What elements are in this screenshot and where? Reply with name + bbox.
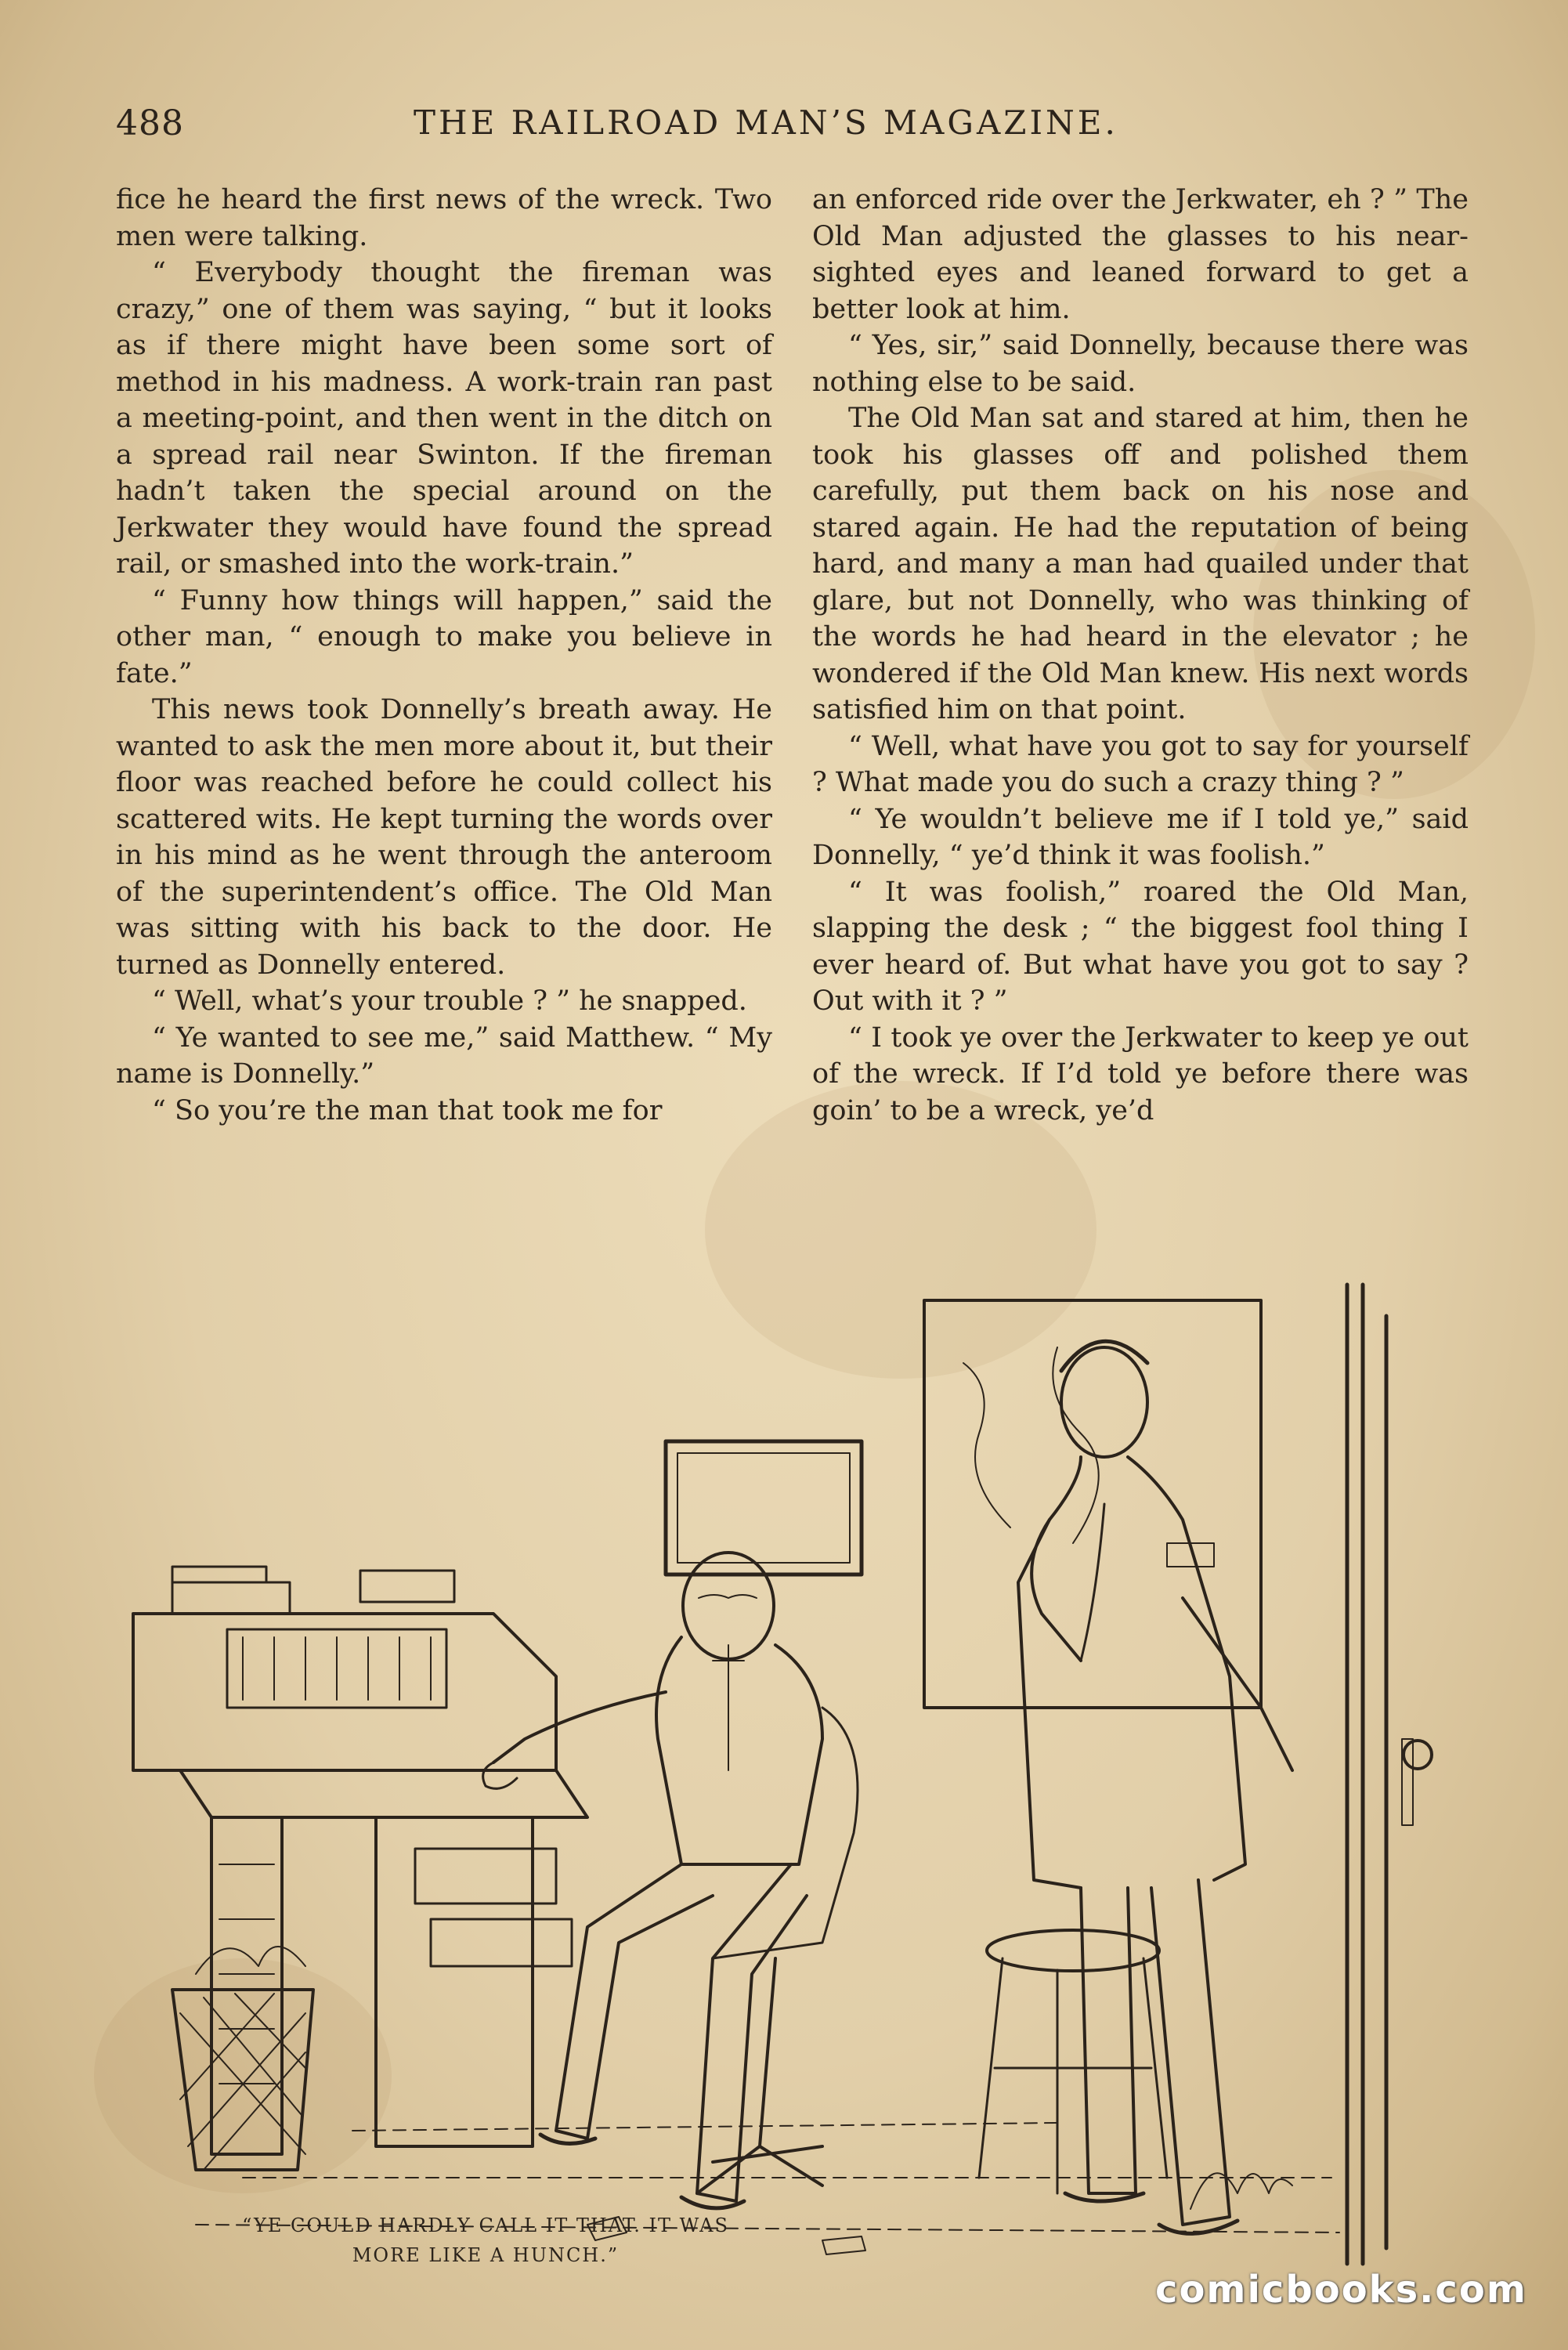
paragraph: “ Ye wanted to see me,” said Matthew. “ My name is Donnelly.” [116,1021,772,1090]
caption-line: MORE LIKE A HUNCH.” [352,2244,620,2266]
paragraph: “ Yes, sir,” said Donnelly, because there was nothing else to be said. [812,330,1469,398]
paragraph: “ Well, what’s your trouble ? ” he snapped. [152,985,747,1017]
door-frame [1347,1285,1386,2264]
right-text-column [812,182,1469,1129]
standing-young-man [1018,1341,1292,2233]
page-number: 488 [116,103,184,143]
page-header [116,103,1474,158]
paragraph: This news took Donnelly’s breath away. He wanted to ask the men more about it, but their floor was reached before he could collect his scattered wits. He kept turning the words over in his mind as he went through the anteroom of the superintendent’s office. The Old Man was sitting with his back to the door. He turned as Donnelly entered. [116,694,772,981]
wall-picture [666,1441,862,1574]
paragraph: “ Well, what have you got to say for yourself ? What made you do such a crazy thing ? ” [812,730,1469,798]
left-text-column [116,182,772,1129]
caption-line: “YE COULD HARDLY CALL IT THAT. IT WAS [242,2214,729,2236]
paragraph: “ It was foolish,” roared the Old Man, slapping the desk ; “ the biggest fool thing I ever heard of. But what have you got to say ? Out with it ? ” [812,876,1469,1017]
artist-signature [1190,2173,1292,2209]
roll-top-desk [133,1567,587,2154]
source-watermark: comicbooks.com [1155,2268,1527,2312]
paragraph: “ So you’re the man that took me for [152,1094,663,1126]
running-title: THE RAILROAD MAN’S MAGAZINE. [414,103,1118,142]
paragraph: “ Ye wouldn’t believe me if I told ye,” said Donnelly, “ ye’d think it was foolish.” [812,803,1469,871]
paragraph: fice he heard the first news of the wreck. Two men were talking. [116,184,772,252]
illustration-caption [149,2211,822,2270]
paragraph: “ I took ye over the Jerkwater to keep ye out of the wreck. If I’d told ye before there was goin’ to be a wreck, ye’d [812,1021,1469,1126]
waste-basket [172,1947,313,2170]
door-knob [1404,1741,1432,1769]
paragraph: an enforced ride over the Jerkwater, eh ? ” The Old Man adjusted the glasses to his near-sighted eyes and leaned forward to get a better look at him. [812,184,1469,325]
stool [979,1930,1167,2193]
paragraph: “ Everybody thought the fireman was crazy,” one of them was saying, “ but it looks as if there might have been some sort of method in his madness. A work-train ran past a meeting-point, and then went in the ditch on a spread rail near Swinton. If the fireman hadn’t taken the special around on the Jerkwater they would have found the spread rail, or smashed into the work-train.” [116,257,772,580]
paragraph: “ Funny how things will happen,” said the other man, “ enough to make you believe in fate.” [116,584,772,689]
paragraph: The Old Man sat and stared at him, then he took his glasses off and polished them carefully, put them back on his nose and stared again. He had the reputation of being hard, and many a man had quailed under that glare, but not Donnelly, who was thinking of the words he had heard in the elevator ; he wondered if the Old Man knew. His next words satisfied him on that point. [812,403,1469,725]
office-scene-illustration [117,1269,1480,2280]
